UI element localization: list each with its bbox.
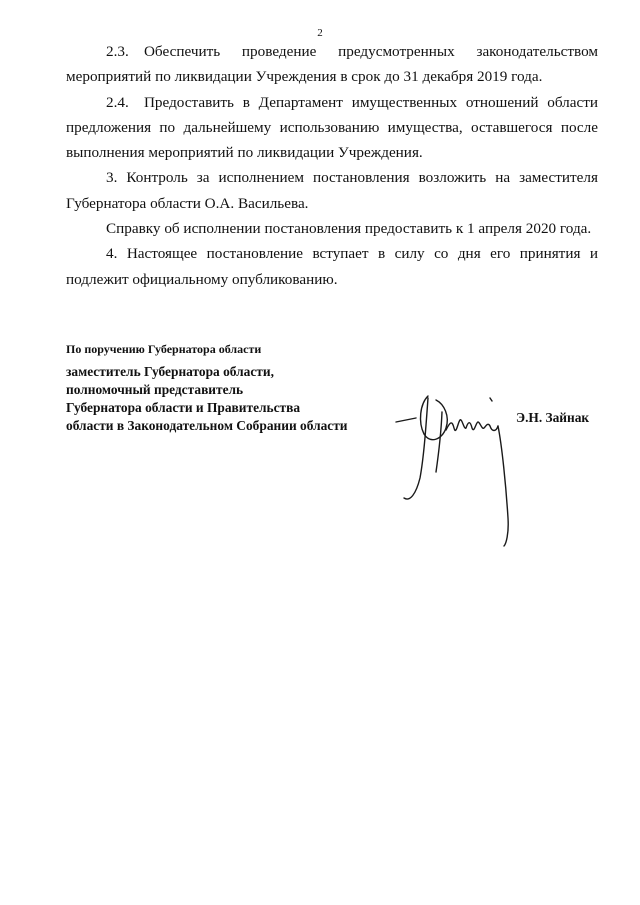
paragraph-2-4: 2.4. Предоставить в Департамент имущественных отношений области предложения по дальнейшему использованию имущества, оставшегося после выполнения мероприятий по ликвидации Учреждения. bbox=[66, 93, 598, 162]
paragraph-4: 4. Настоящее постановление вступает в силу со дня его принятия и подлежит официальному опубликованию. bbox=[66, 245, 598, 288]
position-line-3: Губернатора области и Правительства bbox=[66, 400, 301, 415]
position-line-4: области в Законодательном Собрании области bbox=[66, 418, 348, 433]
position-line-2: полномочный представитель bbox=[66, 382, 244, 397]
signer-name: Э.Н. Зайнак bbox=[516, 410, 590, 425]
on-behalf-line: По поручению Губернатора области bbox=[66, 342, 262, 356]
page-number: 2 bbox=[317, 27, 323, 39]
position-line-1: заместитель Губернатора области, bbox=[66, 364, 274, 379]
paragraph-3: 3. Контроль за исполнением постановления возложить на заместителя Губернатора области О.А. Васильева. bbox=[66, 169, 598, 212]
paragraph-report: Справку об исполнении постановления предоставить к 1 апреля 2020 года. bbox=[106, 220, 592, 238]
document-body bbox=[66, 39, 598, 292]
handwritten-signature bbox=[392, 386, 514, 548]
paragraph-2-3: 2.3. Обеспечить проведение предусмотренных законодательством мероприятий по ликвидации Учреждения в срок до 31 декабря 2019 года. bbox=[66, 43, 598, 86]
